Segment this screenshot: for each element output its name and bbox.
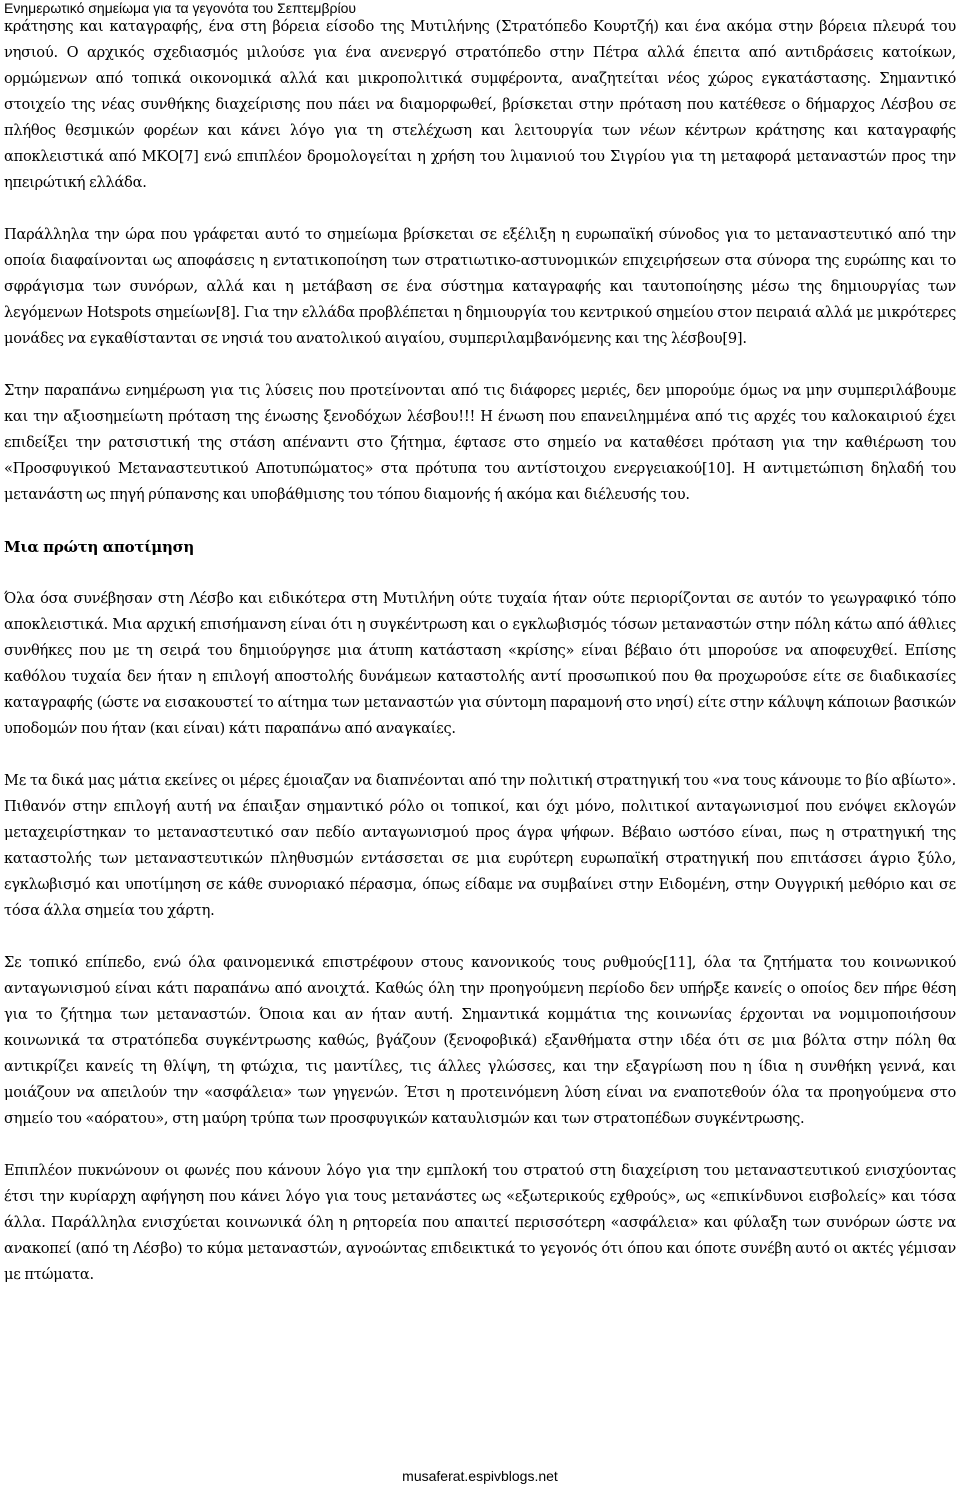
paragraph: κράτησης και καταγραφής, ένα στη βόρεια είσοδο της Μυτιλήνης (Στρατόπεδο Κουρτζή) και ένα ακόμα στην βόρεια πλευρά του νησιού. Ο αρχικός σχεδιασμός μιλούσε για ένα ανενεργό στρατόπεδο στην Πέτρα αλλά έπειτα από αντιδράσεις κατοίκων, ορμώμενων από τοπικά οικονομικά αλλά και μικροπολιτικά συμφέροντα, αναζητείται νέος χώρος εγκατάστασης. Σημαντικό στοιχείο της νέας συνθήκης διαχείρισης που πάει να διαμορφωθεί, βρίσκεται στην πρόταση που κατέθεσε ο δήμαρχος Λέσβου σε πλήθος θεσμικών φορέων και κάνει λόγο για τη στελέχωση και λειτουργία των νέων κέντρων κράτησης και καταγραφής αποκλειστικά από ΜΚΟ[7] ενώ επιπλέον δρομολογείται η χρήση του λιμανιού του Σιγρίου για τη μεταφορά μεταναστών προς την ηπειρώτική ελλάδα. [4, 18, 956, 191]
page-footer-site: musaferat.espivblogs.net [402, 1468, 558, 1484]
document-body [4, 14, 956, 1314]
paragraph: Παράλληλα την ώρα που γράφεται αυτό το σημείωμα βρίσκεται σε εξέλιξη η ευρωπαϊκή σύνοδος για το μεταναστευτικό από την οποία διαφαίνονται ως αποφάσεις η εντατικοποίηση των στρατιωτικο-αστυνομικών επιχειρήσεων στα σύνορα της ευρώπης και το σφράγισμα των συνόρων, αλλά και η μετάβαση σε ένα σύστημα καταγραφής και ταυτοποίησης μέσω της δημιουργίας των λεγόμενων Hotspots σημείων[8]. Για την ελλάδα προβλέπεται η δημιουργία του κεντρικού σημείου στον πειραιά αλλά με μικρότερες μονάδες να εγκαθίστανται σε νησιά του ανατολικού αιγαίου, συμπεριλαμβανόμενης και της λέσβου[9]. [4, 226, 956, 347]
paragraph: Στην παραπάνω ενημέρωση για τις λύσεις που προτείνονται από τις διάφορες μεριές, δεν μπορούμε όμως να μην συμπεριλάβουμε και την αξιοσημείωτη πρόταση της ένωσης ξενοδόχων λέσβου!!! Η ένωση που επανειλημμένα από τις αρχές του καλοκαιριού έχει επιδείξει την ρατσιστική της στάση απέναντι στο ζήτημα, έφτασε στο σημείο να καταθέσει πρόταση για την καθιέρωση του «Προσφυγικού Μεταναστευτικού Αποτυπώματος» στα πρότυπα του αντίστοιχου ενεργειακού[10]. Η αντιμετώπιση δηλαδή του μετανάστη ως πηγή ρύπανσης και υποβάθμισης του τόπου διαμονής ή ακόμα και διέλευσής του. [4, 382, 956, 503]
paragraph: Επιπλέον πυκνώνουν οι φωνές που κάνουν λόγο για την εμπλοκή του στρατού στη διαχείριση του μεταναστευτικού ενισχύοντας έτσι την κυρίαρχη αφήγηση που κάνει λόγο για τους μετανάστες ως «εξωτερικούς εχθρούς», ως «επικίνδυνοι εισβολείς» και τόσα άλλα. Παράλληλα ενισχύεται κοινωνικά όλη η ρητορεία που απαιτεί περισσότερη «ασφάλεια» και φύλαξη των συνόρων ώστε να ανακοπεί (από τη Λέσβο) το κύμα μεταναστών, αγνοώντας επιδεικτικά το γεγονός ότι όπου και όποτε συνέβη αυτό οι ακτές γέμισαν με πτώματα. [4, 1162, 956, 1283]
paragraph: Σε τοπικό επίπεδο, ενώ όλα φαινομενικά επιστρέφουν στους κανονικούς τους ρυθμούς[11], όλα τα ζητήματα του κοινωνικού ανταγωνισμού είναι κάτι παραπάνω από ανοιχτά. Καθώς όλη την προηγούμενη περίοδο δεν υπήρξε κανείς ο οποίος δεν πήρε θέση για το ζήτημα των μεταναστών. Όποια και αν ήταν αυτή. Σημαντικά κομμάτια της κοινωνίας έρχονται να νομιμοποιήσουν κοινωνικά τα στρατόπεδα συγκέντρωσης καθώς, βγάζουν (ξενοφοβικά) εξανθήματα στην ιδέα ότι σε μια βόλτα στην πόλη θα αντικρίζει κανείς τη θλίψη, τη φτώχια, τις μαντίλες, τις άλλες γλώσσες, και την εξαγρίωση που η ίδια η συνθήκη γεννά, και μοιάζουν να απειλούν την «ασφάλεια» των γηγενών. Έτσι η προτεινόμενη λύση είναι να εναποτεθούν όλα τα προηγούμενα στο σημείο του «αόρατου», στη μαύρη τρύπα των προσφυγικών καταυλισμών και των στρατοπέδων συγκέντρωσης. [4, 954, 956, 1127]
page-header: Ενημερωτικό σημείωμα για τα γεγονότα του Σεπτεμβρίου [4, 0, 357, 16]
paragraph: Όλα όσα συνέβησαν στη Λέσβο και ειδικότερα στη Μυτιλήνη ούτε τυχαία ήταν ούτε περιορίζονται σε αυτόν το γεωγραφικό τόπο αποκλειστικά. Μια αρχική επισήμανση είναι ότι η συγκέντρωση και ο εγκλωβισμός τόσων μεταναστών στην πόλη κάτω από άθλιες συνθήκες που με τη σειρά του δημιούργησε μια άτυπη κατάσταση «κρίσης» είναι βέβαιο ότι μπορούσε να αποφευχθεί. Επίσης καθόλου τυχαία δεν ήταν η επιλογή αποστολής δυνάμεων καταστολής αντί προσωπικού που θα προχωρούσε είτε σε διαδικασίες καταγραφής (ώστε να εισακουστεί το αίτημα των μεταναστών για σύντομη παραμονή στο νησί) είτε στην κάλυψη κάποιων βασικών υποδομών που ήταν (και είναι) κάτι παραπάνω από αναγκαίες. [4, 590, 956, 737]
paragraph: Με τα δικά μας μάτια εκείνες οι μέρες έμοιαζαν να διαπνέονται από την πολιτική στρατηγική του «να τους κάνουμε το βίο αβίωτο». Πιθανόν στην επιλογή αυτή να έπαιξαν σημαντικό ρόλο οι τοπικοί, και όχι μόνο, πολιτικοί ανταγωνισμοί που ενόψει εκλογών μεταχειρίστηκαν το μεταναστευτικό σαν πεδίο ανταγωνισμού προς άγρα ψήφων. Βέβαιο ωστόσο είναι, πως η στρατηγική της καταστολής των μεταναστευτικών πληθυσμών εντάσσεται σε μια ευρύτερη ευρωπαϊκή στρατηγική που επιτάσσει άγριο ξύλο, εγκλωβισμό και υποτίμηση σε κάθε συνοριακό πέρασμα, όπως είδαμε να συμβαίνει στην Ειδομένη, στην Ουγγρική μεθόριο και σε τόσα άλλα σημεία του χάρτη. [4, 772, 956, 919]
section-heading: Μια πρώτη αποτίμηση [4, 538, 195, 556]
